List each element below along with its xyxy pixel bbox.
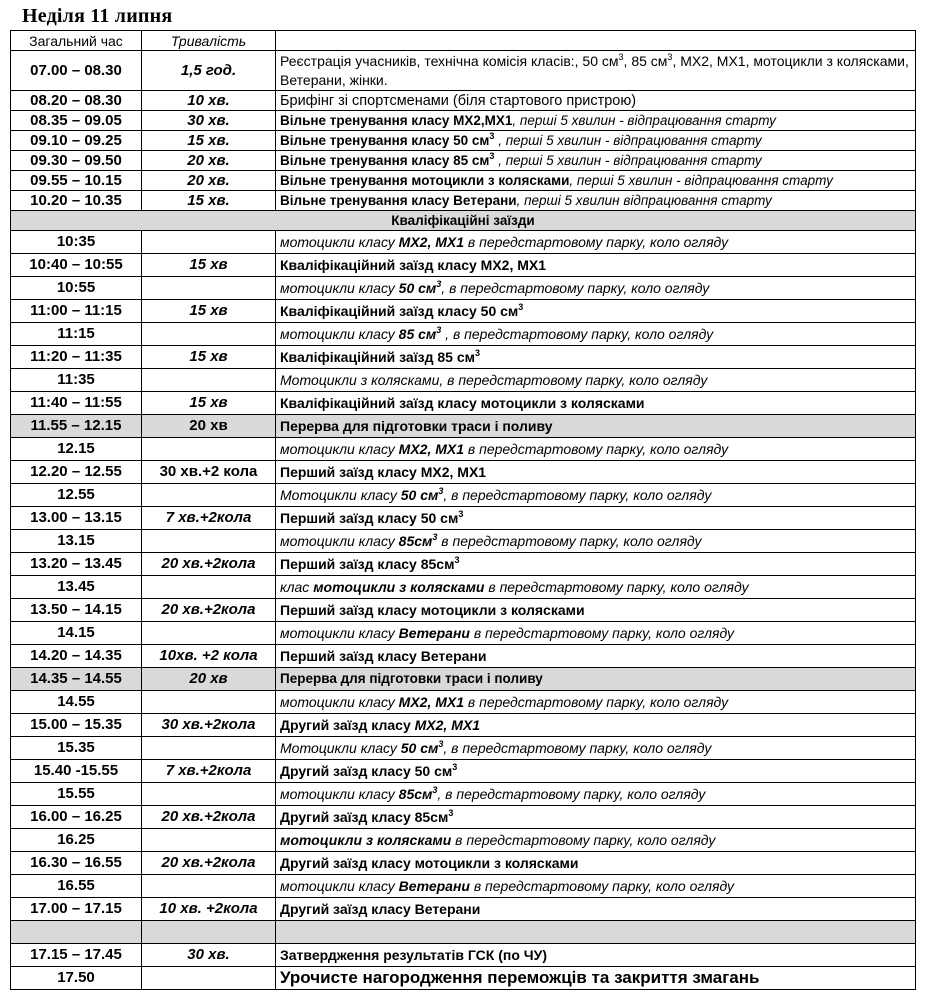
duration-cell: 15 хв bbox=[142, 346, 276, 369]
blank-cell bbox=[142, 921, 276, 944]
event-cell: мотоцикли класу Ветерани в передстартовому парку, коло огляду bbox=[276, 875, 916, 898]
event-cell: мотоцикли класу MX2, MX1 в передстартовому парку, коло огляду bbox=[276, 438, 916, 461]
time-cell: 12.15 bbox=[11, 438, 142, 461]
duration-cell: 30 хв.+2 кола bbox=[142, 461, 276, 484]
duration-cell: 1,5 год. bbox=[142, 51, 276, 91]
duration-cell bbox=[142, 323, 276, 346]
duration-cell: 20 хв.+2кола bbox=[142, 852, 276, 875]
table-row bbox=[11, 553, 916, 576]
time-cell: 11:35 bbox=[11, 369, 142, 392]
duration-cell: 20 хв.+2кола bbox=[142, 553, 276, 576]
event-cell: мотоцикли класу MX2, MX1 в передстартовому парку, коло огляду bbox=[276, 231, 916, 254]
table-row bbox=[11, 507, 916, 530]
table-row bbox=[11, 369, 916, 392]
event-cell: Другий заїзд класу $85см^3$ bbox=[276, 806, 916, 829]
header-time: Загальний час bbox=[11, 31, 142, 51]
time-cell: 11:40 – 11:55 bbox=[11, 392, 142, 415]
time-cell: 12.20 – 12.55 bbox=[11, 461, 142, 484]
duration-cell bbox=[142, 875, 276, 898]
break-row bbox=[11, 415, 916, 438]
time-cell: 16.00 – 16.25 bbox=[11, 806, 142, 829]
table-row bbox=[11, 461, 916, 484]
event-cell: Другий заїзд класу мотоцикли з колясками bbox=[276, 852, 916, 875]
duration-cell: 20 хв bbox=[142, 668, 276, 691]
event-cell: Кваліфікаційний заїзд 85 $см^3$ bbox=[276, 346, 916, 369]
duration-cell bbox=[142, 829, 276, 852]
table-row bbox=[11, 944, 916, 967]
duration-cell: 15 хв bbox=[142, 254, 276, 277]
time-cell: 17.15 – 17.45 bbox=[11, 944, 142, 967]
event-cell: Мотоцикли з колясками, в передстартовому парку, коло огляду bbox=[276, 369, 916, 392]
duration-cell: 15 хв bbox=[142, 392, 276, 415]
duration-cell: 20 хв bbox=[142, 415, 276, 438]
table-row bbox=[11, 171, 916, 191]
blank-gray-row bbox=[11, 921, 916, 944]
event-cell: Другий заїзд класу 50 $см^3$ bbox=[276, 760, 916, 783]
time-cell: 11:00 – 11:15 bbox=[11, 300, 142, 323]
table-row bbox=[11, 599, 916, 622]
table-row bbox=[11, 111, 916, 131]
time-cell: 17.00 – 17.15 bbox=[11, 898, 142, 921]
duration-cell: 30 хв.+2кола bbox=[142, 714, 276, 737]
table-row bbox=[11, 254, 916, 277]
duration-cell bbox=[142, 231, 276, 254]
table-row bbox=[11, 806, 916, 829]
time-cell: 10:40 – 10:55 bbox=[11, 254, 142, 277]
table-row bbox=[11, 323, 916, 346]
event-cell: Вільне тренування класу 50 $см^3$ , перші 5 хвилин - відпрацювання старту bbox=[276, 131, 916, 151]
duration-cell: 20 хв.+2кола bbox=[142, 599, 276, 622]
table-header-row bbox=[11, 31, 916, 51]
duration-cell: 15 хв bbox=[142, 300, 276, 323]
duration-cell: 15 хв. bbox=[142, 191, 276, 211]
duration-cell bbox=[142, 783, 276, 806]
time-cell: 14.20 – 14.35 bbox=[11, 645, 142, 668]
event-cell: Вільне тренування мотоцикли з колясками, перші 5 хвилин - відпрацювання старту bbox=[276, 171, 916, 191]
event-cell: клас мотоцикли з колясками в передстартовому парку, коло огляду bbox=[276, 576, 916, 599]
duration-cell bbox=[142, 369, 276, 392]
event-cell: Затвердження результатів ГСК (по ЧУ) bbox=[276, 944, 916, 967]
duration-cell: 7 хв.+2кола bbox=[142, 760, 276, 783]
time-cell: 14.55 bbox=[11, 691, 142, 714]
event-cell: Вільне тренування класу 85 $см^3$ , перші 5 хвилин - відпрацювання старту bbox=[276, 151, 916, 171]
time-cell: 11:20 – 11:35 bbox=[11, 346, 142, 369]
event-cell: мотоцикли класу $85см^3$ в передстартовому парку, коло огляду bbox=[276, 530, 916, 553]
section-header-row bbox=[11, 211, 916, 231]
duration-cell: 15 хв. bbox=[142, 131, 276, 151]
time-cell: 13.00 – 13.15 bbox=[11, 507, 142, 530]
event-cell: Кваліфікаційний заїзд класу мотоцикли з колясками bbox=[276, 392, 916, 415]
time-cell: 09.10 – 09.25 bbox=[11, 131, 142, 151]
duration-cell: 10 хв. +2кола bbox=[142, 898, 276, 921]
table-row bbox=[11, 967, 916, 990]
event-cell: Перерва для підготовки траси і поливу bbox=[276, 668, 916, 691]
event-cell: Кваліфікаційний заїзд класу МХ2, МХ1 bbox=[276, 254, 916, 277]
event-cell: Перший заїзд класу $85см^3$ bbox=[276, 553, 916, 576]
time-cell: 15.55 bbox=[11, 783, 142, 806]
time-cell: 13.20 – 13.45 bbox=[11, 553, 142, 576]
time-cell: 07.00 – 08.30 bbox=[11, 51, 142, 91]
time-cell: 15.00 – 15.35 bbox=[11, 714, 142, 737]
schedule-table bbox=[10, 30, 916, 990]
duration-cell bbox=[142, 530, 276, 553]
table-row bbox=[11, 714, 916, 737]
time-cell: 16.25 bbox=[11, 829, 142, 852]
time-cell: 09.30 – 09.50 bbox=[11, 151, 142, 171]
time-cell: 13.15 bbox=[11, 530, 142, 553]
event-cell: Реєстрація учасників, технічна комісія класів:, 50 $см^3$, 85 $см^3$, MX2, MX1, мотоцикли з колясками, Ветерани, жінки. bbox=[276, 51, 916, 91]
table-row bbox=[11, 392, 916, 415]
time-cell: 08.35 – 09.05 bbox=[11, 111, 142, 131]
event-cell: Вільне тренування класу МХ2,МХ1, перші 5 хвилин - відпрацювання старту bbox=[276, 111, 916, 131]
duration-cell bbox=[142, 967, 276, 990]
table-row bbox=[11, 852, 916, 875]
table-row bbox=[11, 783, 916, 806]
event-cell: Кваліфікаційний заїзд класу 50 $см^3$ bbox=[276, 300, 916, 323]
event-cell: Мотоцикли класу 50 $см^3$, в передстартовому парку, коло огляду bbox=[276, 737, 916, 760]
duration-cell: 10хв. +2 кола bbox=[142, 645, 276, 668]
time-cell: 14.15 bbox=[11, 622, 142, 645]
duration-cell: 30 хв. bbox=[142, 111, 276, 131]
table-row bbox=[11, 346, 916, 369]
time-cell: 13.50 – 14.15 bbox=[11, 599, 142, 622]
table-row bbox=[11, 829, 916, 852]
table-row bbox=[11, 151, 916, 171]
table-row bbox=[11, 300, 916, 323]
table-row bbox=[11, 231, 916, 254]
table-row bbox=[11, 875, 916, 898]
header-event bbox=[276, 31, 916, 51]
duration-cell bbox=[142, 438, 276, 461]
blank-cell bbox=[276, 921, 916, 944]
table-row bbox=[11, 576, 916, 599]
time-cell: 10:35 bbox=[11, 231, 142, 254]
event-cell: Перший заїзд класу 50 $см^3$ bbox=[276, 507, 916, 530]
event-cell: Перший заїзд класу мотоцикли з колясками bbox=[276, 599, 916, 622]
table-row bbox=[11, 898, 916, 921]
event-cell: мотоцикли класу 50 $см^3$, в передстартовому парку, коло огляду bbox=[276, 277, 916, 300]
event-cell: мотоцикли класу MX2, MX1 в передстартовому парку, коло огляду bbox=[276, 691, 916, 714]
duration-cell bbox=[142, 622, 276, 645]
event-cell: Перерва для підготовки траси і поливу bbox=[276, 415, 916, 438]
duration-cell: 20 хв. bbox=[142, 151, 276, 171]
table-row bbox=[11, 51, 916, 91]
event-cell: Брифінг зі спортсменами (біля стартового пристрою) bbox=[276, 91, 916, 111]
table-row bbox=[11, 277, 916, 300]
duration-cell: 20 хв.+2кола bbox=[142, 806, 276, 829]
event-cell: мотоцикли класу 85 $см^3$ , в передстартовому парку, коло огляду bbox=[276, 323, 916, 346]
table-row bbox=[11, 438, 916, 461]
event-cell: Урочисте нагородження переможців та закриття змагань bbox=[276, 967, 916, 990]
table-row bbox=[11, 622, 916, 645]
time-cell: 09.55 – 10.15 bbox=[11, 171, 142, 191]
event-cell: мотоцикли класу $85см^3$, в передстартовому парку, коло огляду bbox=[276, 783, 916, 806]
duration-cell: 10 хв. bbox=[142, 91, 276, 111]
event-cell: Перший заїзд класу МХ2, МХ1 bbox=[276, 461, 916, 484]
table-row bbox=[11, 737, 916, 760]
duration-cell bbox=[142, 576, 276, 599]
time-cell: 16.30 – 16.55 bbox=[11, 852, 142, 875]
time-cell: 12.55 bbox=[11, 484, 142, 507]
header-duration: Тривалість bbox=[142, 31, 276, 51]
table-row bbox=[11, 645, 916, 668]
time-cell: 08.20 – 08.30 bbox=[11, 91, 142, 111]
time-cell: 10:55 bbox=[11, 277, 142, 300]
event-cell: мотоцикли класу Ветерани в передстартовому парку, коло огляду bbox=[276, 622, 916, 645]
time-cell: 10.20 – 10.35 bbox=[11, 191, 142, 211]
event-cell: Перший заїзд класу Ветерани bbox=[276, 645, 916, 668]
table-row bbox=[11, 484, 916, 507]
time-cell: 15.35 bbox=[11, 737, 142, 760]
event-cell: Вільне тренування класу Ветерани, перші 5 хвилин відпрацювання старту bbox=[276, 191, 916, 211]
page-title: Неділя 11 липня bbox=[22, 5, 173, 27]
duration-cell: 7 хв.+2кола bbox=[142, 507, 276, 530]
duration-cell bbox=[142, 737, 276, 760]
blank-cell bbox=[11, 921, 142, 944]
duration-cell bbox=[142, 484, 276, 507]
break-row bbox=[11, 668, 916, 691]
event-cell: Другий заїзд класу Ветерани bbox=[276, 898, 916, 921]
time-cell: 13.45 bbox=[11, 576, 142, 599]
event-cell: Другий заїзд класу МХ2, МХ1 bbox=[276, 714, 916, 737]
duration-cell: 20 хв. bbox=[142, 171, 276, 191]
time-cell: 15.40 -15.55 bbox=[11, 760, 142, 783]
table-row bbox=[11, 91, 916, 111]
table-row bbox=[11, 760, 916, 783]
section-qualifying-title: Кваліфікаційні заїзди bbox=[11, 211, 916, 231]
table-row bbox=[11, 691, 916, 714]
time-cell: 11.55 – 12.15 bbox=[11, 415, 142, 438]
duration-cell: 30 хв. bbox=[142, 944, 276, 967]
time-cell: 14.35 – 14.55 bbox=[11, 668, 142, 691]
duration-cell bbox=[142, 277, 276, 300]
table-row bbox=[11, 131, 916, 151]
table-row bbox=[11, 191, 916, 211]
time-cell: 16.55 bbox=[11, 875, 142, 898]
duration-cell bbox=[142, 691, 276, 714]
table-row bbox=[11, 530, 916, 553]
time-cell: 17.50 bbox=[11, 967, 142, 990]
time-cell: 11:15 bbox=[11, 323, 142, 346]
event-cell: мотоцикли з колясками в передстартовому парку, коло огляду bbox=[276, 829, 916, 852]
event-cell: Мотоцикли класу 50 $см^3$, в передстартовому парку, коло огляду bbox=[276, 484, 916, 507]
